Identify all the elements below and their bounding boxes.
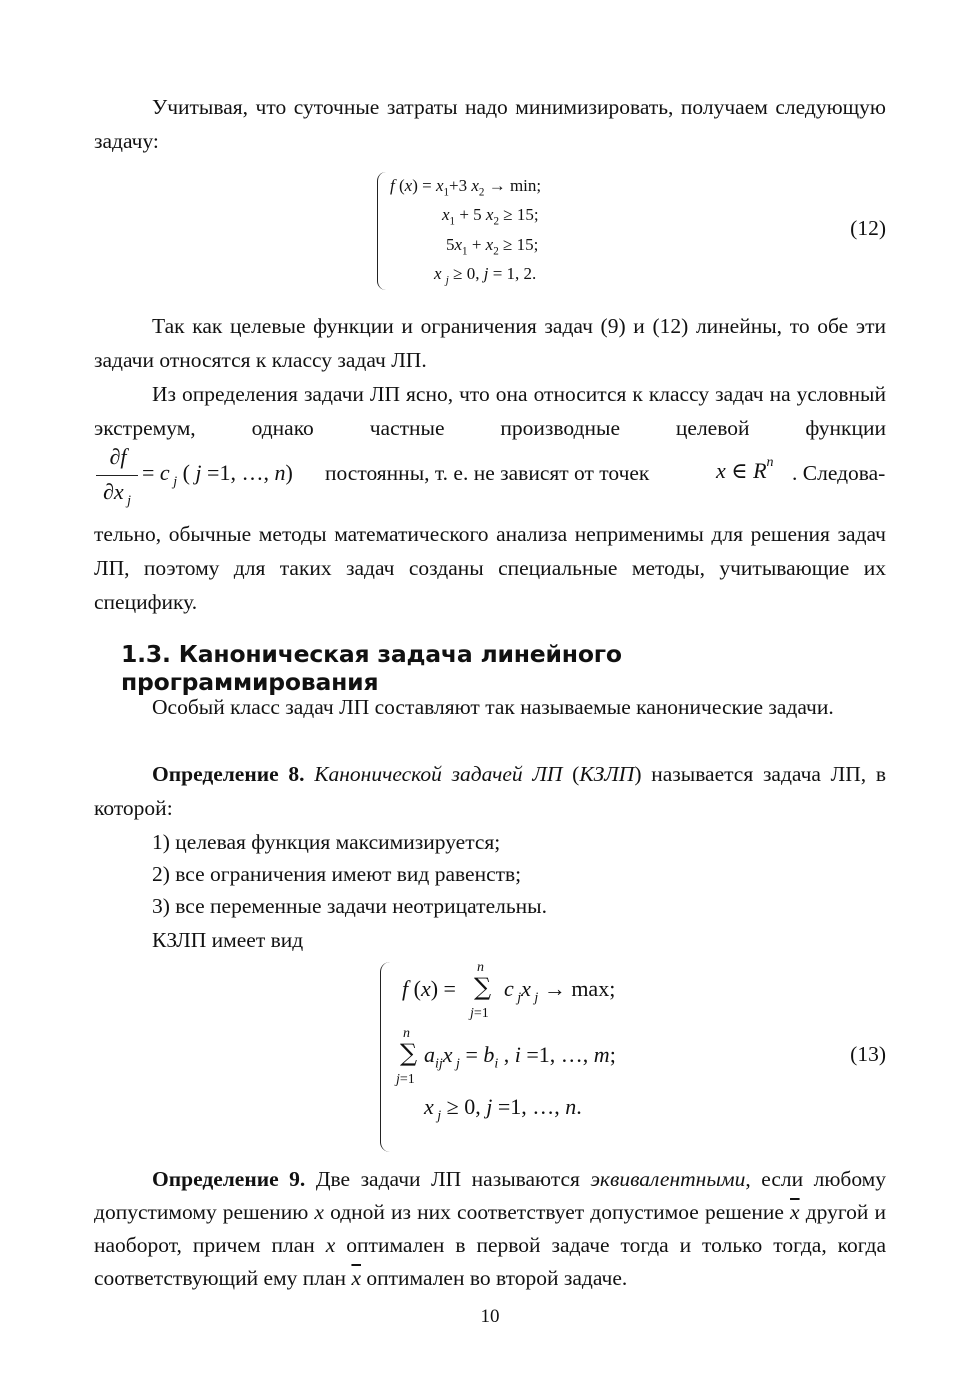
paragraph-2: Так как целевые функции и ограничения задач (9) и (12) линейны, то обе эти задачи относятся к классу задач ЛП. [94, 314, 886, 372]
list-item: 1) целевая функция максимизируется; [152, 830, 501, 854]
system-12-line-3: $5x_1 + x_2 \ge 15$; [446, 235, 539, 258]
section-heading: 1.3. Каноническая задача линейного программирования [121, 640, 622, 696]
equation-number-12: (12) [850, 216, 886, 240]
list-item: 2) все ограничения имеют вид равенств; [152, 862, 522, 886]
page-number: 10 [480, 1306, 500, 1327]
list-item: 3) все переменные задачи неотрицательны. [152, 894, 547, 918]
paragraph-1: Учитывая, что суточные затраты надо минимизировать, получаем следующую задачу: [94, 95, 886, 153]
system-12-line-4: x $_j$ ≥ 0, j = 1, 2. [434, 264, 537, 287]
definition-9: Определение 9. Две задачи ЛП называются эквивалентными, если любому допустимому решению x одной из них соответствует допустимое решение $\overline{x}$ другой и наоборот, причем план x оптимален в первой задаче тогда и только тогда, когда соответствующий ему план $\overline{x}$ оптимален во второй задаче. [94, 1167, 887, 1290]
fraction-denominator: ∂x $_j$ [102, 479, 132, 509]
system-13-line-1: f (x) = [402, 976, 456, 1001]
equation-number-13: (13) [850, 1042, 886, 1066]
definition-8: Определение 8. Канонической задачей ЛП (КЗЛП) называется задача ЛП, в которой: [94, 762, 887, 820]
fraction-bar [96, 475, 138, 476]
paragraph-3-cont: тельно, обычные методы математического анализа неприменимы для решения задач ЛП, поэтому для таких задач созданы специальные методы, учитывающие их специфику. [94, 522, 886, 614]
derivative-rhs: = c $_j$ ( j =1, …, n) [142, 460, 293, 490]
paragraph-3-end: . Следова- [792, 461, 886, 485]
paragraph-3-start: Из определения задачи ЛП ясно, что она относится к классу задач на условный экстремум, однако частные производные целевой функции [94, 382, 886, 440]
system-13-line-2: $a_{ij}x$ $_j = b_i$ , i =1, …, m; [424, 1042, 616, 1072]
derivative-line [94, 444, 886, 510]
system-13-brace [380, 962, 390, 1152]
paragraph-4: Особый класс задач ЛП составляют так называемые канонические задачи. [152, 695, 834, 719]
kzlp-intro: КЗЛП имеет вид [152, 928, 304, 952]
system-13-line-3: x $_j$ ≥ 0, j =1, …, n. [424, 1094, 582, 1124]
set-membership: x ∈ $R^n$ [716, 454, 774, 483]
system-12-brace [377, 172, 386, 290]
fraction-numerator: ∂f [109, 444, 127, 469]
system-12-line-2: $x_1 + 5$ $x_2 \ge 15$; [442, 205, 539, 228]
system-12-line-1: f $(x) = x_1+3$ $x_2 \to \min$; [390, 176, 542, 199]
system-13-line-1-rhs: c $_j$x $_j$ → max; [504, 976, 616, 1006]
paragraph-3-mid: постоянны, т. е. не зависят от точек [325, 461, 650, 485]
